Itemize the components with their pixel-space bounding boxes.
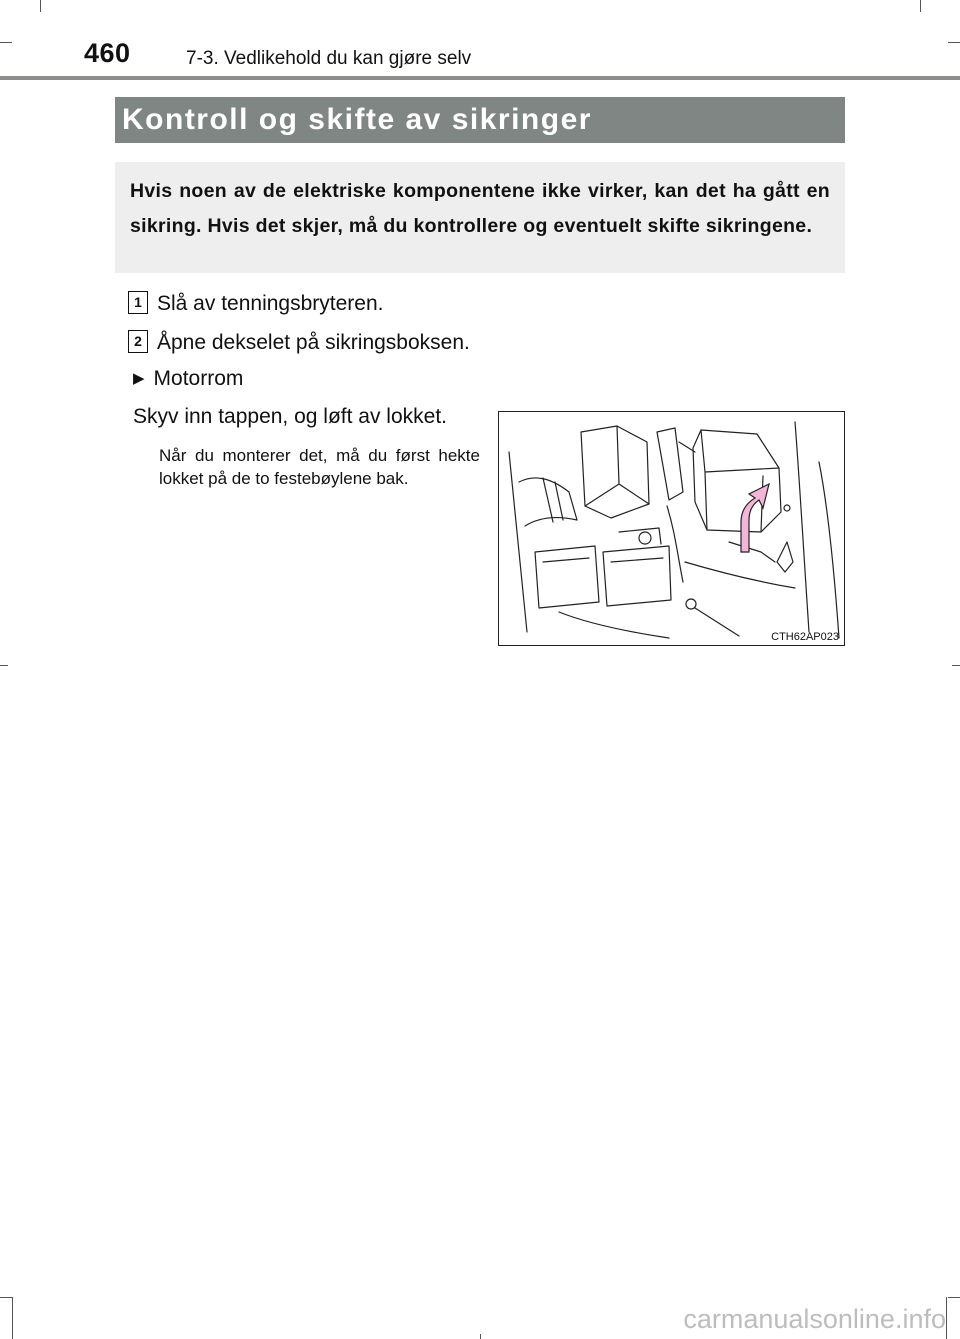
intro-text: Hvis noen av de elektriske komponentene ikke virker, kan det ha gått en sikring. Hvis det skjer, må du kontrollere og eventuelt skifte sikringene. [130,180,830,237]
crop-mark [0,665,8,666]
watermark: carmanualsonline.info [683,1304,946,1334]
subsection-heading [133,367,243,391]
crop-mark [948,42,960,43]
crop-mark [948,1297,960,1298]
step-1 [128,292,383,316]
note-text: Når du monterer det, må du først hekte lokket på de to festebøylene bak. [159,446,480,488]
crop-mark [12,1297,13,1339]
figure-code: CTH62AP023 [771,631,839,643]
page-number: 460 [84,38,131,68]
engine-compartment-figure [498,411,845,646]
step-2 [128,331,470,355]
step-text: Åpne dekselet på sikringsboksen. [157,331,470,354]
crop-mark [946,1297,947,1339]
step-text: Slå av tenningsbryteren. [157,292,384,315]
section-title-band [115,97,845,143]
crop-mark [480,1334,481,1339]
chapter-title: 7-3. Vedlikehold du kan gjøre selv [186,48,472,69]
section-title: Kontroll og skifte av sikringer [122,103,592,136]
lift-arrow [741,484,769,552]
crop-mark [0,42,12,43]
crop-mark [0,1297,12,1298]
crop-mark [40,0,41,12]
subsection-title: Motorrom [153,367,244,390]
intro-box [115,162,845,273]
step-number: 2 [128,330,148,353]
step-number: 1 [128,291,148,314]
crop-mark [920,0,921,12]
header-rule [0,76,960,80]
right-triangle-icon: ▶ [133,370,145,387]
crop-mark [952,665,960,666]
engine-illustration [499,412,845,646]
instruction-text: Skyv inn tappen, og løft av lokket. [133,405,447,428]
